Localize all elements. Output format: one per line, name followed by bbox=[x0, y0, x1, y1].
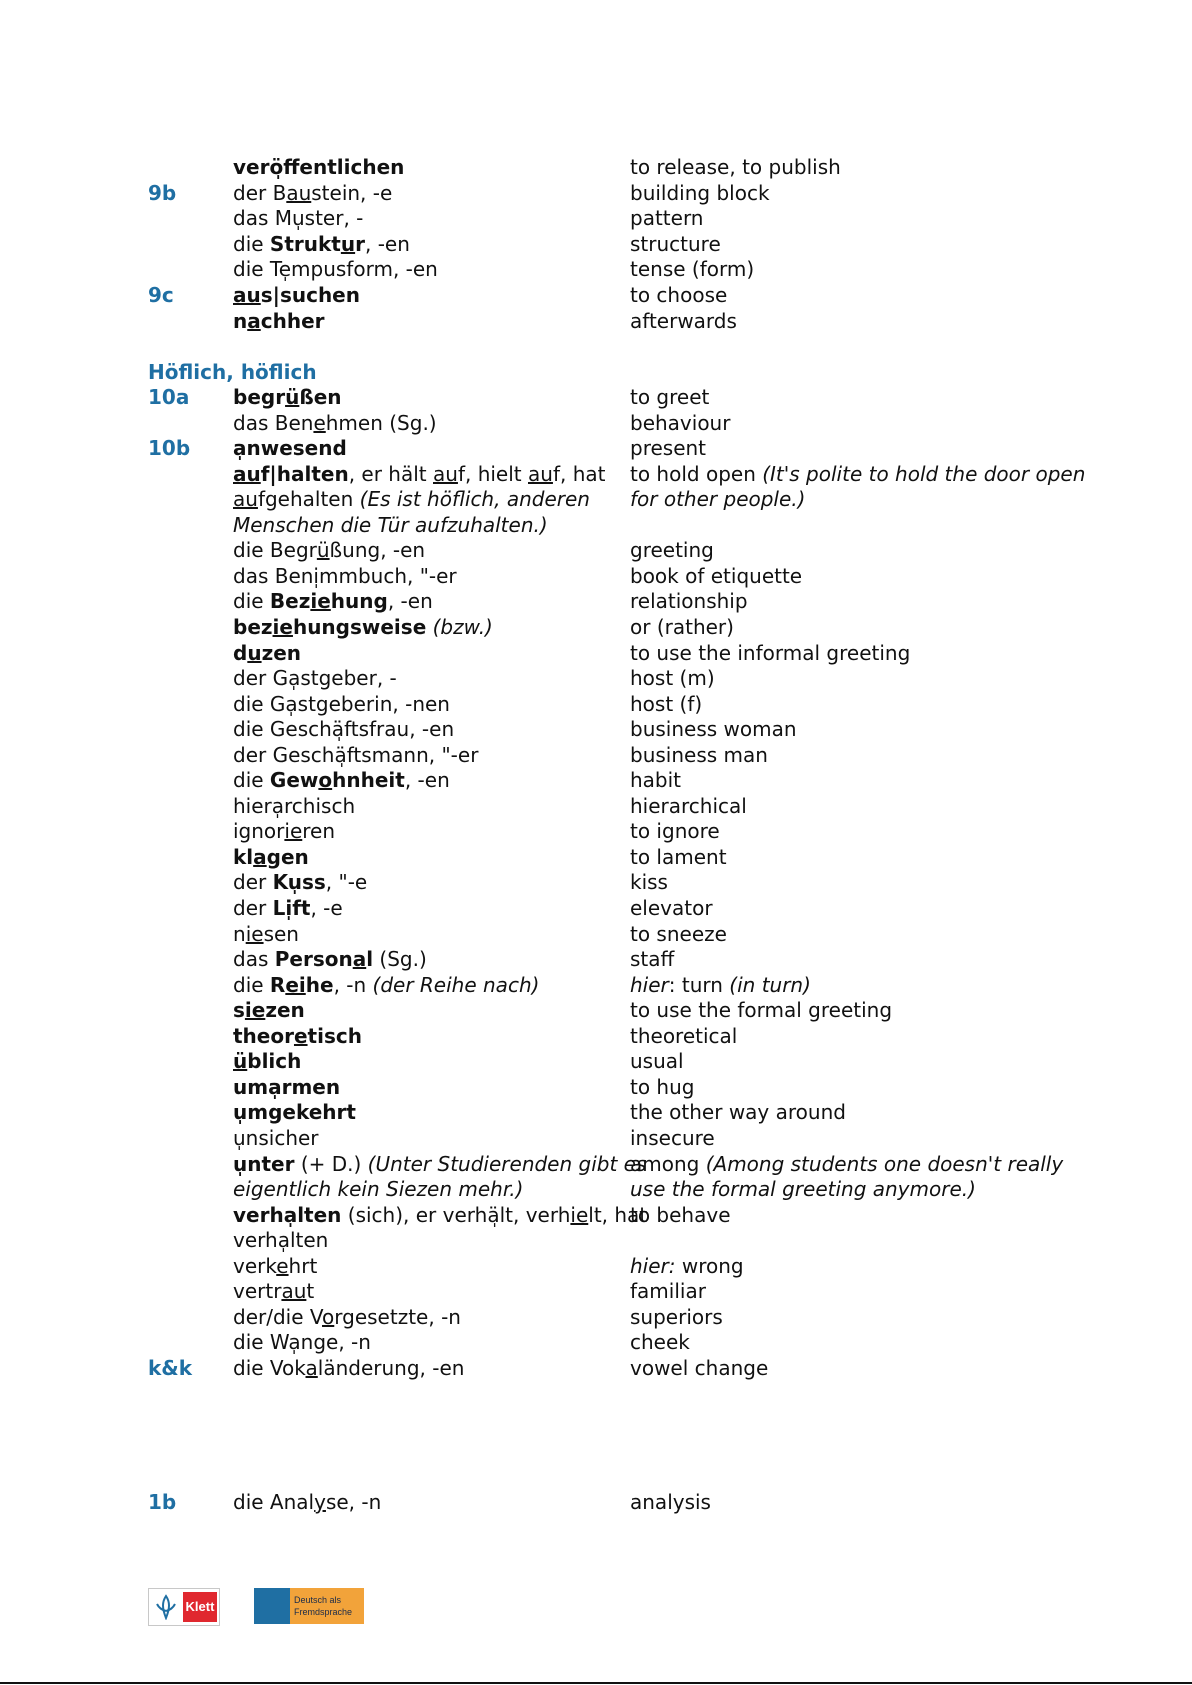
english-translation: use the formal greeting anymore.) bbox=[630, 1177, 976, 1202]
vocab-row bbox=[0, 1075, 1192, 1101]
vocab-row bbox=[0, 717, 1192, 743]
german-term: verkehrt bbox=[233, 1253, 318, 1278]
vocab-row bbox=[0, 436, 1192, 462]
section-number: k&k bbox=[148, 1355, 193, 1380]
german-term: die Reihe, -n (der Reihe nach) bbox=[233, 972, 540, 997]
german-term: die Begrüßung, -en bbox=[233, 538, 426, 563]
english-translation: tense (form) bbox=[630, 257, 755, 282]
english-translation: business woman bbox=[630, 717, 797, 742]
english-translation: host (m) bbox=[630, 666, 715, 691]
german-term: aufgehalten (Es ist höflich, anderen bbox=[233, 487, 590, 512]
german-term: die Analyse, -n bbox=[233, 1490, 382, 1514]
german-term: nachher bbox=[233, 308, 325, 333]
vocab-row bbox=[0, 1024, 1192, 1050]
german-term: aus|suchen bbox=[233, 283, 360, 307]
english-translation: structure bbox=[630, 231, 721, 256]
vocab-row bbox=[0, 462, 1192, 488]
vocab-row bbox=[0, 1152, 1192, 1178]
vocab-row bbox=[0, 564, 1192, 590]
english-translation: hier: turn (in turn) bbox=[630, 972, 811, 997]
vocab-row bbox=[0, 232, 1192, 258]
vocab-row bbox=[0, 1126, 1192, 1152]
english-translation: to hug bbox=[630, 1074, 695, 1099]
vocab-row bbox=[0, 487, 1192, 513]
vocab-row bbox=[0, 615, 1192, 641]
english-translation: cheek bbox=[630, 1330, 690, 1355]
vocab-row bbox=[0, 1254, 1192, 1280]
english-translation: pattern bbox=[630, 206, 704, 231]
vocab-row bbox=[0, 1305, 1192, 1331]
german-term: beziehungsweise (bzw.) bbox=[233, 614, 493, 639]
vocab-row bbox=[0, 309, 1192, 335]
vocab-row bbox=[0, 1203, 1192, 1229]
german-term: der Li̩ft, -e bbox=[233, 896, 343, 920]
english-translation: to behave bbox=[630, 1202, 731, 1227]
daf-line-1: Deutsch als bbox=[294, 1595, 342, 1605]
vocab-row bbox=[0, 257, 1192, 283]
german-term: verha̩lten (sich), er verhä̩lt, verhielt, hat bbox=[233, 1202, 648, 1227]
vocab-row bbox=[0, 1049, 1192, 1075]
english-translation: elevator bbox=[630, 896, 713, 920]
german-term: Menschen die Tür aufzuhalten.) bbox=[233, 512, 548, 537]
english-translation: to hold open (It's polite to hold the door open bbox=[630, 461, 1086, 486]
vocab-row bbox=[0, 896, 1192, 922]
vocab-row bbox=[0, 1330, 1192, 1356]
german-term: klagen bbox=[233, 844, 309, 869]
german-term: üblich bbox=[233, 1049, 302, 1074]
german-term: der/die Vorgesetzte, -n bbox=[233, 1304, 461, 1329]
footer-rule bbox=[0, 1682, 1192, 1684]
vocab-row bbox=[0, 206, 1192, 232]
german-term: der Baustein, -e bbox=[233, 180, 393, 205]
vocab-row bbox=[0, 794, 1192, 820]
english-translation: insecure bbox=[630, 1125, 715, 1150]
english-translation: hier: wrong bbox=[630, 1253, 744, 1278]
section-heading: Höflich, höflich bbox=[148, 360, 317, 384]
vocab-row bbox=[0, 1177, 1192, 1203]
german-term: uma̩rmen bbox=[233, 1074, 341, 1099]
section-number: 9b bbox=[148, 180, 177, 205]
german-term: die Wa̩nge, -n bbox=[233, 1330, 371, 1355]
english-translation: afterwards bbox=[630, 308, 737, 333]
german-term: duzen bbox=[233, 640, 302, 665]
english-translation: kiss bbox=[630, 870, 668, 895]
english-translation: for other people.) bbox=[630, 487, 806, 512]
vocab-row bbox=[0, 743, 1192, 769]
vocab-row bbox=[0, 922, 1192, 948]
german-term: das Personal (Sg.) bbox=[233, 947, 427, 972]
english-translation: or (rather) bbox=[630, 614, 734, 639]
vocab-row bbox=[0, 973, 1192, 999]
english-translation: relationship bbox=[630, 589, 748, 614]
german-term: niesen bbox=[233, 921, 299, 946]
german-term: das Beni̩mmbuch, "-er bbox=[233, 563, 457, 588]
german-term: der Geschä̩ftsmann, "-er bbox=[233, 742, 479, 767]
german-term: eigentlich kein Siezen mehr.) bbox=[233, 1177, 524, 1202]
english-translation: familiar bbox=[630, 1279, 706, 1304]
english-translation: greeting bbox=[630, 538, 714, 563]
english-translation: among (Among students one doesn't really bbox=[630, 1151, 1064, 1176]
english-translation: book of etiquette bbox=[630, 563, 803, 588]
vocab-row bbox=[0, 538, 1192, 564]
english-translation: to use the informal greeting bbox=[630, 640, 911, 665]
vocab-row bbox=[0, 1490, 1192, 1516]
vocab-row bbox=[0, 283, 1192, 309]
vocab-row bbox=[0, 641, 1192, 667]
german-term: die Ga̩stgeberin, -nen bbox=[233, 691, 450, 716]
german-term: der Ku̩ss, "-e bbox=[233, 870, 368, 895]
vocab-row bbox=[0, 385, 1192, 411]
german-term: der Ga̩stgeber, - bbox=[233, 666, 397, 691]
vocab-row bbox=[0, 947, 1192, 973]
english-translation: present bbox=[630, 436, 707, 461]
german-term: die Te̩mpusform, -en bbox=[233, 257, 438, 282]
german-term: verha̩lten bbox=[233, 1228, 329, 1253]
english-translation: to ignore bbox=[630, 819, 720, 844]
english-translation: to greet bbox=[630, 385, 710, 409]
german-term: u̩nsicher bbox=[233, 1125, 319, 1150]
english-translation: to release, to publish bbox=[630, 155, 841, 179]
klett-wordmark: Klett bbox=[183, 1592, 217, 1622]
vocab-row bbox=[0, 181, 1192, 207]
vocab-row bbox=[0, 589, 1192, 615]
english-translation: behaviour bbox=[630, 410, 731, 435]
english-translation: to lament bbox=[630, 844, 727, 869]
vocab-row bbox=[0, 1356, 1192, 1382]
english-translation: host (f) bbox=[630, 691, 703, 716]
vocab-row bbox=[0, 155, 1192, 181]
vocab-row bbox=[0, 998, 1192, 1024]
vocab-row bbox=[0, 411, 1192, 437]
german-term: hiera̩rchisch bbox=[233, 793, 356, 818]
vocab-row bbox=[0, 870, 1192, 896]
english-translation: superiors bbox=[630, 1304, 723, 1329]
german-term: u̩mgekehrt bbox=[233, 1100, 356, 1125]
section-number: 10a bbox=[148, 385, 190, 409]
english-translation: habit bbox=[630, 768, 682, 793]
english-translation: to choose bbox=[630, 283, 728, 307]
german-term: die Struktur, -en bbox=[233, 231, 410, 256]
english-translation: usual bbox=[630, 1049, 684, 1074]
english-translation: business man bbox=[630, 742, 768, 767]
klett-logo bbox=[148, 1588, 220, 1626]
daf-line-2: Fremdsprache bbox=[294, 1607, 353, 1617]
vocab-row bbox=[0, 513, 1192, 539]
german-term: das Benehmen (Sg.) bbox=[233, 410, 437, 435]
english-translation: to sneeze bbox=[630, 921, 727, 946]
english-translation: staff bbox=[630, 947, 675, 972]
english-translation: building block bbox=[630, 180, 770, 205]
german-term: vertraut bbox=[233, 1279, 315, 1304]
german-term: auf|halten, er hält auf, hielt auf, hat bbox=[233, 461, 606, 486]
german-term: das Mu̩ster, - bbox=[233, 206, 364, 231]
vocab-row bbox=[0, 666, 1192, 692]
klett-leaf-icon bbox=[153, 1594, 179, 1620]
german-term: verö̩ffentlichen bbox=[233, 155, 405, 179]
section-number: 10b bbox=[148, 436, 191, 461]
english-translation: theoretical bbox=[630, 1023, 738, 1048]
daf-label bbox=[290, 1588, 364, 1624]
english-translation: hierarchical bbox=[630, 793, 747, 818]
vocab-row bbox=[0, 1100, 1192, 1126]
german-term: die Beziehung, -en bbox=[233, 589, 433, 614]
german-term: die Vokaländerung, -en bbox=[233, 1355, 465, 1380]
german-term: siezen bbox=[233, 998, 305, 1023]
german-term: theoretisch bbox=[233, 1023, 362, 1048]
vocab-row bbox=[0, 819, 1192, 845]
vocab-row bbox=[0, 1279, 1192, 1305]
german-term: die Gewohnheit, -en bbox=[233, 768, 450, 793]
german-term: ignorieren bbox=[233, 819, 336, 844]
vocab-row bbox=[0, 768, 1192, 794]
section-number: 9c bbox=[148, 283, 174, 307]
german-term: u̩nter (+ D.) (Unter Studierenden gibt es bbox=[233, 1151, 647, 1176]
section-number: 1b bbox=[148, 1490, 177, 1514]
german-term: die Geschä̩ftsfrau, -en bbox=[233, 717, 455, 742]
english-translation: the other way around bbox=[630, 1100, 846, 1125]
german-term: a̩nwesend bbox=[233, 436, 347, 461]
english-translation: analysis bbox=[630, 1490, 711, 1514]
daf-logo bbox=[254, 1588, 364, 1624]
german-term: begrüßen bbox=[233, 385, 342, 409]
english-translation: vowel change bbox=[630, 1355, 769, 1380]
vocab-row bbox=[0, 1228, 1192, 1254]
vocab-row bbox=[0, 845, 1192, 871]
english-translation: to use the formal greeting bbox=[630, 998, 893, 1023]
vocab-row bbox=[0, 692, 1192, 718]
